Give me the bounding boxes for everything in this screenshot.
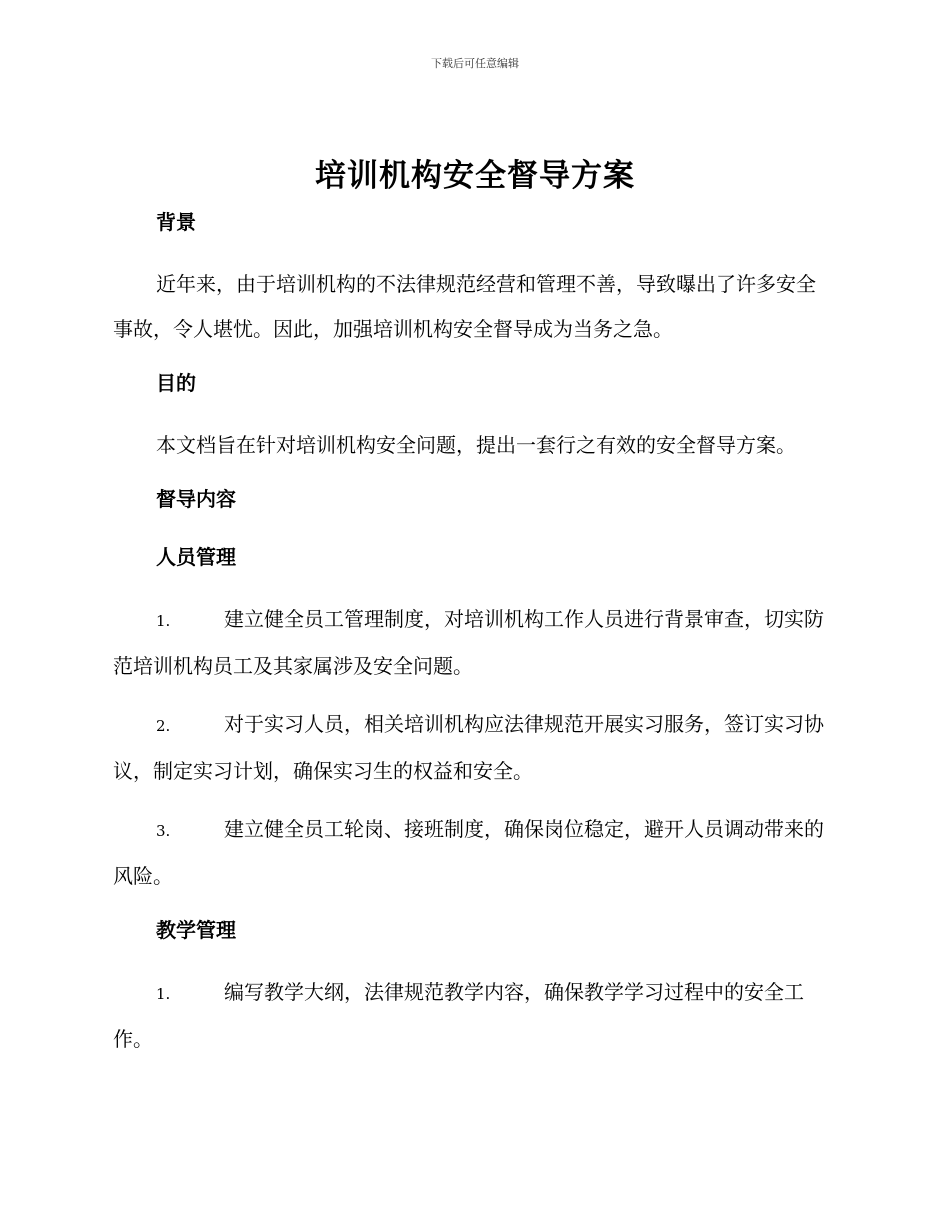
section-heading-teaching: 教学管理 <box>156 918 236 942</box>
list-item-text: 对于实习人员，相关培训机构应法律规范开展实习服务，签订实习协议，制定实习计划，确保实习生的权益和安全。 <box>113 712 824 783</box>
section-heading-background: 背景 <box>156 210 196 234</box>
list-item <box>113 970 833 1062</box>
page-title: 培训机构安全督导方案 <box>315 158 635 194</box>
list-item <box>113 597 833 689</box>
paragraph-background: 近年来，由于培训机构的不法律规范经营和管理不善，导致曝出了许多安全事故，令人堪忧。因此，加强培训机构安全督导成为当务之急。 <box>113 272 816 341</box>
list-item-number: 3. <box>156 822 171 840</box>
list-item <box>113 807 833 899</box>
section-heading-purpose: 目的 <box>156 371 196 395</box>
list-item-number: 2. <box>156 717 171 735</box>
paragraph-purpose: 本文档旨在针对培训机构安全问题，提出一套行之有效的安全督导方案。 <box>156 433 796 457</box>
list-item-number: 1. <box>156 985 171 1003</box>
list-item-text: 建立健全员工轮岗、接班制度，确保岗位稳定，避开人员调动带来的风险。 <box>113 817 824 888</box>
document-body <box>113 204 833 1075</box>
list-item-text: 建立健全员工管理制度，对培训机构工作人员进行背景审查，切实防范培训机构员工及其家属涉及安全问题。 <box>113 607 824 678</box>
list-item-text: 编写教学大纲，法律规范教学内容，确保教学学习过程中的安全工作。 <box>113 980 804 1051</box>
header-note: 下载后可任意编辑 <box>431 57 519 70</box>
list-item <box>113 702 833 794</box>
section-heading-content: 督导内容 <box>156 487 236 511</box>
section-heading-staff: 人员管理 <box>156 545 236 569</box>
list-item-number: 1. <box>156 612 171 630</box>
